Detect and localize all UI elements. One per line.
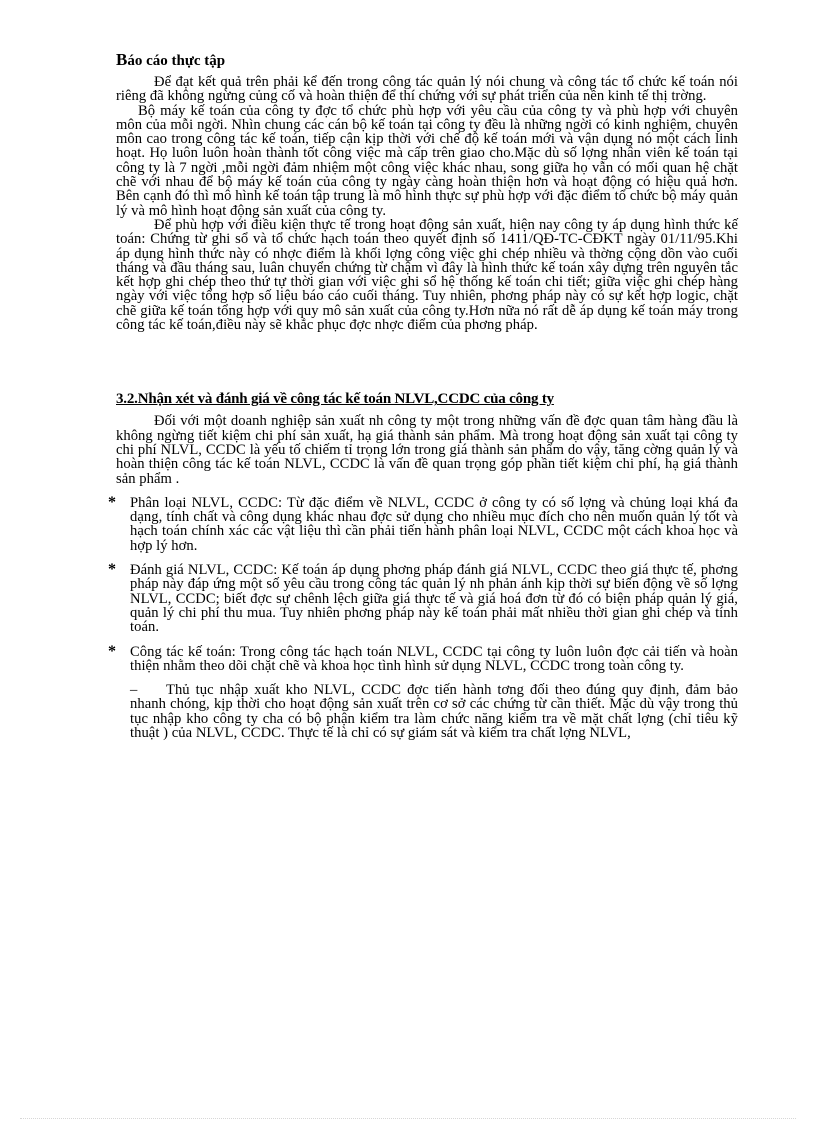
dash-text: Thủ tục nhập xuất kho NLVL, CCDC đợc tiến hành tơng đối theo đúng quy định, đảm bảo nhanh chóng, kịp thời cho hoạt động sản xuất trên cơ sở các chứng từ cần thiết. Mặc dù vậy trong thủ tục nhập kho công ty cha có bộ phận kiểm tra làm chức năng kiểm tra về mặt chất lợng (chỉ tiêu kỹ thuật ) của NLVL, CCDC. Thực tế là chỉ có sự giám sát và kiểm tra chất lợng NLVL, [130,682,738,741]
bullet-text: Công tác kế toán: Trong công tác hạch toán NLVL, CCDC tại công ty luôn luôn đợc cải tiến và hoàn thiện nhằm theo dõi chặt chẽ và khoa học tình hình sử dụng NLVL, CCDC trong toàn công ty. [130,643,738,674]
bullet-mark: * [108,561,116,579]
bullet-item-2 [108,561,738,636]
document-page [108,50,738,741]
bullet-text: Đánh giá NLVL, CCDC: Kế toán áp dụng phơng pháp đánh giá NLVL, CCDC theo giá thực tế, phơng pháp này đáp ứng một số yêu cầu trong công tác quản lý nh phản ánh kịp thời sự biến động về số lợng NLVL, CCDC; biết đợc sự chênh lệch giữa giá thực tế và giá hoá đơn từ đó có biện pháp quản lý giá, quản lý chi phí thu mua. Tuy nhiên phơng pháp này kế toán phải mất nhiều thời gian ghi chép và tính toán. [130,562,738,636]
bullet-mark: * [108,642,116,660]
intro-paragraph-1: Để đạt kết quả trên phải kể đến trong công tác quản lý nói chung và công tác tổ chức kế toán nói riêng đã không ngừng củng cố và hoàn thiện để thí chứng với sự phát triển của nền kinh tế thị trờng. [116,74,738,105]
dash-mark: – [130,682,138,699]
dash-item [116,683,738,740]
bullet-mark: * [108,493,116,511]
section-title: 3.2.Nhận xét và đánh giá về công tác kế toán NLVL,CCDC của công ty [116,391,554,408]
header-first-letter: B [116,50,128,69]
page-bottom-border [20,1118,796,1119]
bullet-item-1 [108,493,738,554]
section-intro-paragraph: Đối với một doanh nghiệp sản xuất nh công ty một trong những vấn đề đợc quan tâm hàng đầu là không ngừng tiết kiệm chi phí sản xuất, hạ giá thành sản phẩm. Mà trong hoạt động sản xuất tại công ty chi phí NLVL, CCDC là yếu tố chiếm tỉ trọng lớn trong giá thành sản phẩm do vậy, tăng cờng quản lý và hoàn thiện công tác kế toán NLVL, CCDC là vấn đề quan trọng góp phần tiết kiệm chi phí, hạ giá thành sản phẩm . [116,413,738,487]
header-text: áo cáo thực tập [127,53,226,69]
intro-paragraph-2: Bộ máy kế toán của công ty đợc tổ chức phù hợp với yêu cầu của công ty và phù hợp với chuyên môn của mỗi ngời. Nhìn chung các cán bộ kế toán tại công ty đều là những ngời có kinh nghiệm, chuyên môn cao trong công tác kế toán, tiếp cận kịp thời với chế độ kế toán mới và vận dụng nó một cách linh hoạt. Họ luôn luôn hoàn thành tốt công việc mà cấp trên giao cho.Mặc dù số lợng nhân viên kế toán tại công ty là 7 ngời ,mỗi ngời đảm nhiệm một công việc khác nhau, song giữa họ vẫn có mối quan hệ chặt chẽ với nhau để bộ máy kế toán của công ty ngày càng hoàn thiện hơn và hoạt động có hiệu quả hơn. Bên cạnh đó thì mô hình kế toán tập trung là mô hình thực sự phù hợp với đặc điểm tổ chức bộ máy quản lý và mô hình hoạt động sản xuất của công ty. [116,102,738,219]
bullet-text: Phân loại NLVL, CCDC: Từ đặc điểm về NLVL, CCDC ở công ty có số lợng và chủng loại khá đa dạng, tính chất và công dụng khác nhau đợc sử dụng cho nhiều mục đích cho nên muốn quản lý tốt và hạch toán chính xác các vật liệu thì cần phải tiến hành phân loại NLVL, CCDC một cách khoa học và hợp lý hơn. [130,494,738,554]
page-header [116,50,738,71]
intro-paragraph-3: Để phù hợp với điều kiện thực tế trong hoạt động sản xuất, hiện nay công ty áp dụng hình thức kế toán: Chứng từ ghi sổ và tổ chức hạch toán theo quyết định số 1411/QĐ-TC-CĐKT ngày 01/11/95.Khi áp dụng hình thức này có nhợc điểm là khối lợng công việc ghi chép nhiều và thờng cộng dồn vào cuối tháng và đầu tháng sau, luân chuyển chứng từ chậm vì đây là hình thức kế toán xây dựng trên nguyên tắc kết hợp ghi chép theo thứ tự thời gian với việc ghi sổ hệ thống kế toán chi tiết; giữa việc ghi chép hàng ngày với việc tổng hợp số liệu báo cáo cuối tháng. Tuy nhiên, phơng pháp này có sự kết hợp logic, chặt chẽ giữa kế toán tổng hợp với quy mô sản xuất của công ty.Hơn nữa nó rất dễ áp dụng kế toán máy trong công tác kế toán,điều này sẽ khắc phục đợc nhợc điểm của phơng pháp. [116,216,738,334]
bullet-item-3 [108,642,738,674]
